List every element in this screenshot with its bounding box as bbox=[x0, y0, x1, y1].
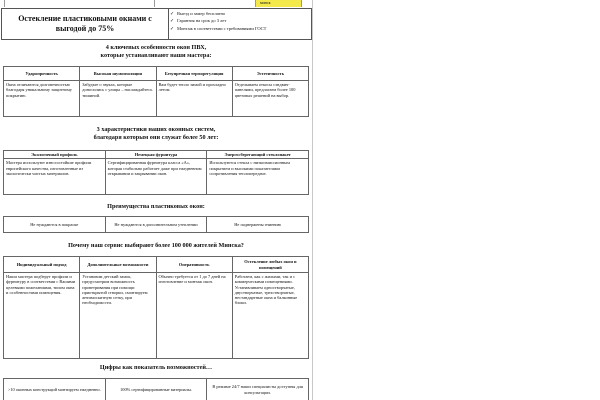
table-cell: Мастера используют износостойкие профили европейского качества, изготовленные из экологически чистых материалов. bbox=[4, 159, 106, 195]
bullet-text: Гарантия на срок до 3 лет bbox=[177, 18, 227, 24]
numbers-table bbox=[3, 378, 309, 400]
top-strip-text: минск bbox=[260, 0, 271, 5]
numbers-title: Цифры как показатель возможностей… bbox=[99, 364, 213, 371]
table-header-cell: Экологичный профиль bbox=[4, 151, 106, 159]
checkmark-icon: ✓ bbox=[170, 26, 175, 32]
table-row bbox=[4, 81, 309, 117]
header-bullets bbox=[170, 11, 310, 33]
table-cell: Работаем, как с жилыми, так и с коммерческими помещениями. Устанавливаем одностворчатые, двустворчатые, трехстворчатые, нестандартные окна и балконные блоки. bbox=[232, 273, 308, 359]
header-title-cell bbox=[2, 9, 169, 39]
header-title: Остекление пластиковыми окнами с выгодой до 75% bbox=[18, 14, 152, 33]
table-row bbox=[4, 159, 309, 195]
characteristics-title-line: 3 характеристики наших оконных систем, bbox=[96, 126, 216, 133]
features-title bbox=[0, 44, 312, 60]
table-cell: Не нуждаются в дополнительном утеплении bbox=[105, 217, 207, 233]
bullet-text: Выезд и замер бесплатно bbox=[177, 11, 226, 16]
table-header-cell: Энергосберегающий стеклопакет bbox=[207, 151, 309, 159]
top-strip-cell bbox=[154, 0, 256, 7]
characteristics-title-line: благодаря которым они служат более 50 лет: bbox=[93, 134, 219, 141]
table-row bbox=[4, 379, 309, 400]
table-cell: Обычно требуется от 1 до 7 дней на изготовление и монтаж окон. bbox=[156, 273, 232, 359]
table-header-row bbox=[4, 257, 309, 273]
bullet-item bbox=[170, 18, 310, 25]
features-title-line: которые устанавливают наши мастера: bbox=[100, 52, 212, 59]
table-header-cell: Дополнительные возможности bbox=[80, 257, 156, 273]
top-strip-cell bbox=[4, 0, 156, 7]
table-cell: Забудьте о звуках, которые доносились с улицы – наслаждайтесь тишиной. bbox=[80, 81, 156, 117]
checkmark-icon: ✓ bbox=[170, 12, 175, 17]
table-cell: Не подвержены гниению bbox=[207, 217, 309, 233]
empty-workspace bbox=[312, 0, 600, 400]
table-cell: Не нуждаются в покраске bbox=[4, 217, 106, 233]
features-table bbox=[3, 66, 309, 117]
table-cell: Используются стекла с низкоэмиссионным покрытием и высокими показателями сопротивления теплопередаче. bbox=[207, 159, 309, 195]
table-header-cell: Остекление любых окон и помещений bbox=[232, 257, 308, 273]
top-table-strip bbox=[0, 0, 312, 7]
table-header-cell: Высокая шумоизоляция bbox=[80, 67, 156, 81]
why-us-table bbox=[3, 256, 309, 359]
table-header-row bbox=[4, 151, 309, 159]
table-cell: Вам будет тепло зимой и прохладно летом. bbox=[156, 81, 232, 117]
table-cell: >10 оконных конструкций монтируем ежедневно. bbox=[4, 379, 106, 400]
table-header-cell: Ударопрочность bbox=[4, 67, 80, 81]
table-cell: Наши мастера подберут профили и фурнитуру в соответствии с Вашими целевыми пожеланиями, типом окна и особенностями помещения. bbox=[4, 273, 80, 359]
table-header-cell: Эстетичность bbox=[232, 67, 308, 81]
table-cell: Отделываем откосы сэндвич-панелями, предлагаем более 100 цветовых решений на выбор. bbox=[232, 81, 308, 117]
characteristics-title bbox=[0, 126, 312, 142]
table-cell: Окна отличаются долговечностью благодаря уникальному защитному покрытию. bbox=[4, 81, 80, 117]
table-header-cell: Немецкая фурнитура bbox=[105, 151, 207, 159]
why-us-title: Почему наш сервис выбирают более 100 000 жителей Минска? bbox=[68, 242, 244, 249]
bullet-item bbox=[170, 11, 310, 18]
table-header-cell: Оперативность bbox=[156, 257, 232, 273]
checkmark-icon: ✓ bbox=[170, 19, 175, 25]
table-header-cell: Безупречная терморегуляция bbox=[156, 67, 232, 81]
features-title-line: 4 ключевых особенности окон ПВХ, bbox=[105, 44, 207, 51]
bullet-text: Монтаж в соответствии с требованиями ГОСТ bbox=[177, 25, 267, 31]
table-row bbox=[4, 273, 309, 359]
table-header-row bbox=[4, 67, 309, 81]
table-cell: В режиме 24/7 наши специалисты доступны для консультации. bbox=[207, 379, 309, 400]
table-cell: Сертифицированная фурнитура класса «А», которая стабильно работает даже при ежедневном открывании и закрывании окон. bbox=[105, 159, 207, 195]
table-cell: 100% сертифицированные материалы. bbox=[105, 379, 207, 400]
advantages-table bbox=[3, 216, 309, 233]
characteristics-table bbox=[3, 150, 309, 195]
top-strip-highlight-cell bbox=[255, 0, 302, 7]
table-header-cell: Индивидуальный подход bbox=[4, 257, 80, 273]
table-row bbox=[4, 217, 309, 233]
header-box bbox=[1, 8, 312, 40]
advantages-title: Преимущества пластиковых окон: bbox=[107, 203, 205, 210]
bullet-item bbox=[170, 26, 310, 33]
table-cell: Установим детский замок, предусмотрим возможность проветривания при помощи приоткрытой створки, смонтируем антимоскитную сетку, при необходимости. bbox=[80, 273, 156, 359]
